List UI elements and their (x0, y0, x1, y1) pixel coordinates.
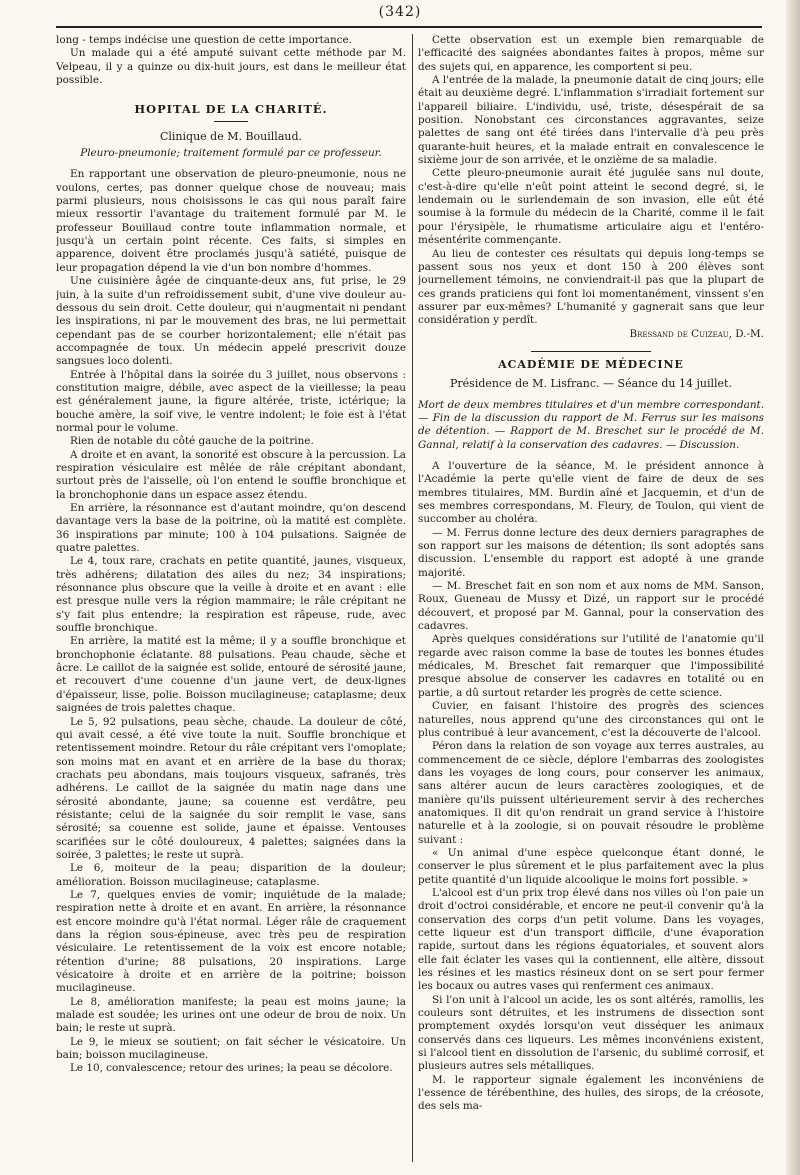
session-summary: Mort de deux membres titulaires et d'un membre correspondant. — Fin de la discussion du rapport de M. Ferrus sur les maisons de détention. — Rapport de M. Breschet sur le procédé de M. Gannal, relatif à la conservation des cadavres. — Discussion. (418, 398, 764, 451)
column-divider (412, 34, 413, 1162)
presidency-line: Présidence de M. Lisfranc. — Séance du 14 juillet. (450, 377, 732, 391)
page-number: (342) (378, 4, 422, 20)
body-paragraph: Péron dans la relation de son voyage aux terres australes, au commencement de ce siècle, déplore l'embarras des zoologistes dans les voyages de long cours, pour conserver les animaux, sans altérer aucun de leurs caractères zoologiques, et de manière qu'ils puissent ultérieurement servir à des recherches anatomiques. Il dit qu'on rendrait un grand service à l'histoire naturelle et à la zoologie, si on pouvait résoudre le problème suivant : (418, 740, 764, 846)
body-paragraph: A l'entrée de la malade, la pneumonie datait de cinq jours; elle était au deuxième degré. L'inflammation s'irradiait fortement sur l'appareil biliaire. L'individu, usé, triste, désespérait de sa position. Nonobstant ces circonstances aggravantes, seize palettes de sang ont été tirées dans l'intervalle d'à peu près quarante-huit heures, et la malade entrait en convalescence le sixième jour de son arrivée, et le onzième de sa maladie. (418, 74, 764, 167)
body-paragraph: En rapportant une observation de pleuro-pneumonie, nous ne voulons, certes, pas donner quelque chose de nouveau; mais parmi plusieurs, nous choisissons le cas qui nous paraît faire mieux ressortir l'avantage du traitement formulé par M. le professeur Bouillaud contre toute inflammation normale, et jusqu'à un certain point récente. Ces faits, si simples en apparence, doivent être proclamés jusqu'à satiété, puisque de leur propagation dépend la vie d'un bon nombre d'hommes. (56, 168, 406, 274)
body-paragraph: Cette pleuro-pneumonie aurait été jugulée sans nul doute, c'est-à-dire qu'elle n'eût point atteint le second degré, si, le lendemain ou le surlendemain de son invasion, elle eût été soumise à la formule du médecin de la Charité, comme il le fait pour l'érysipèle, le rhumatisme articulaire aigu et l'entéro-mésentérite commençante. (418, 167, 764, 247)
intro-paragraph-1: long - temps indécise une question de cette importance. (56, 34, 352, 46)
academy-title: ACADÉMIE DE MÉDECINE (498, 357, 684, 371)
section-title: HOPITAL DE LA CHARITÉ. (134, 102, 328, 117)
body-paragraph: Une cuisinière âgée de cinquante-deux ans, fut prise, le 29 juin, à la suite d'un refroidissement subit, d'une vive douleur au-dessous du sein droit. Cette douleur, qui n'augmentait ni pendant les inspirations, ni par le mouvement des bras, ne lui permettait cependant pas de se courber horizontalement; elle n'était pas accompagnée de toux. Un médecin appelé prescrivit douze sangsues loco dolenti. (56, 275, 406, 368)
body-paragraph: — M. Ferrus donne lecture des deux derniers paragraphes de son rapport sur les maisons de détention; ils sont adoptés sans discussion. L'ensemble du rapport est adopté à une grande majorité. (418, 526, 764, 579)
right-column (418, 34, 764, 1164)
body-paragraph: Au lieu de contester ces résultats qui depuis long-temps se passent sous nos yeux et dont 150 à 200 élèves sont journellement témoins, ne conviendrait-il pas que la plupart de ces grands praticiens qui font loi momentanément, vinssent s'en assurer par eux-mêmes? L'humanité y gagnerait sans que leur considération y perdît. (418, 247, 764, 327)
signature-text: Bressand de Cuizeau, D.-M. (629, 327, 764, 340)
header-rule (56, 26, 762, 28)
left-column (56, 34, 406, 1164)
quoted-problem: « Un animal d'une espèce quelconque étant donné, le conserver le plus sûrement et le plus parfaitement avec la plus petite quantité d'un liquide alcoolique le moins fort possible. » (418, 846, 764, 886)
body-paragraph: Le 4, toux rare, crachats en petite quantité, jaunes, visqueux, très adhérens; dilatation des ailes du nez; 34 inspirations; résonnance plus obscure que la veille à droite et en avant : elle est presque nulle vers la région mammaire; le râle crépitant ne s'y fait plus entendre; la respiration est râpeuse, rude, avec souffle bronchique. (56, 555, 406, 635)
body-paragraph: Entrée à l'hôpital dans la soirée du 3 juillet, nous observons : constitution maigre, débile, avec aspect de la vieillesse; la peau est généralement jaune, la figure altérée, triste, ictérique; la bouche amère, la soif vive, le ventre indolent; le foie est à l'état normal pour le volume. (56, 368, 406, 434)
body-paragraph: En arrière, la matité est la même; il y a souffle bronchique et bronchophonie éclatante. 88 pulsations. Peau chaude, sèche et âcre. Le caillot de la saignée est solide, entouré de sérosité jaune, et recouvert d'une couenne d'un jaune vert, de deux-lignes d'épaisseur, lisse, polie. Boisson mucilagineuse; cataplasme; deux saignées de trois palettes chaque. (56, 635, 406, 715)
binding-edge (786, 0, 800, 1175)
body-paragraph: Après quelques considérations sur l'utilité de l'anatomie qu'il regarde avec raison comme la base de toutes les bonnes études médicales, M. Breschet fait remarquer que l'impossibilité presque absolue de conserver les cadavres en totalité ou en partie, a dû surtout retarder les progrès de cette science. (418, 633, 764, 699)
author-signature (418, 328, 764, 341)
body-paragraph: Cette observation est un exemple bien remarquable de l'efficacité des saignées abondantes faites à propos, même sur des sujets qui, en apparence, les comportent si peu. (418, 34, 764, 73)
body-paragraph: M. le rapporteur signale également les inconvéniens de l'essence de térébenthine, des huiles, des sirops, de la créosote, des sels ma- (418, 1073, 764, 1113)
body-paragraph: Si l'on unit à l'alcool un acide, les os sont altérés, ramollis, les couleurs sont détruites, et les instrumens de dissection sont promptement oxydés lorsqu'on veut disséquer les animaux conservés dans ces liqueurs. Les mêmes inconvéniens existent, si l'alcool tient en dissolution de l'arsenic, du sublimé corrosif, et plusieurs autres sels métalliques. (418, 993, 764, 1073)
body-paragraph: Le 8, amélioration manifeste; la peau est moins jaune; la malade est soudée; les urines ont une odeur de brou de noix. Un bain; le reste ut suprà. (56, 995, 406, 1035)
body-paragraph: A droite et en avant, la sonorité est obscure à la percussion. La respiration vésiculaire est mêlée de râle crépitant abondant, surtout près de l'aisselle, où l'on entend le souffle bronchique et la bronchophonie dans un espace assez étendu. (56, 448, 406, 501)
body-paragraph: Cuvier, en faisant l'histoire des progrès des sciences naturelles, nous apprend qu'une des circonstances qui ont le plus contribué à leur avancement, c'est la découverte de l'alcool. (418, 700, 764, 739)
body-paragraph: Rien de notable du côté gauche de la poitrine. (70, 435, 314, 448)
body-paragraph: Le 10, convalescence; retour des urines; la peau se décolore. (70, 1062, 393, 1075)
body-paragraph: Le 7, quelques envies de vomir; inquiétude de la malade; respiration nette à droite et en avant. En arrière, la résonnance est encore moindre qu'à l'état normal. Léger râle de craquement dans la région sous-épineuse, avec très peu de respiration vésiculaire. Le retentissement de la voix est encore notable; rétention d'urine; 88 pulsations, 20 inspirations. Large vésicatoire à droite et en arrière de la poitrine; boisson mucilagineuse. (56, 888, 406, 995)
clinic-title: Clinique de M. Bouillaud. (159, 129, 303, 143)
body-paragraph: Le 6, moiteur de la peau; disparition de la douleur; amélioration. Boisson mucilagineuse; cataplasme. (56, 862, 406, 888)
body-paragraph: L'alcool est d'un prix trop élevé dans nos villes où l'on paie un droit d'octroi considérable, et encore ne peut-il convenir qu'à la conservation des corps d'un petit volume. Dans les voyages, cette liqueur est d'un transport difficile, d'une évaporation rapide, surtout dans les régions équatoriales, et souvent alors elle fait éclater les vases qui la contiennent, elle altère, dissout les résines et les mastics résineux dont on se sert pour fermer les bocaux ou autres vases qui renferment ces animaux. (418, 886, 764, 993)
academy-rule (531, 351, 651, 352)
body-paragraph: Le 9, le mieux se soutient; on fait sécher le vésicatoire. Un bain; boisson mucilagineuse. (56, 1035, 406, 1062)
clinic-subtitle: Pleuro-pneumonie; traitement formulé par ce professeur. (80, 147, 382, 160)
body-paragraph: — M. Breschet fait en son nom et aux noms de MM. Sanson, Roux, Gueneau de Mussy et Dizé, un rapport sur le procédé découvert, et proposé par M. Gannal, pour la conservation des cadavres. (418, 580, 764, 633)
body-paragraph: A l'ouverture de la séance, M. le président annonce à l'Académie la perte qu'elle vient de faire de deux de ses membres titulaires, MM. Burdin aîné et Jacquemin, et d'un de ses membres correspondans, M. Fleury, de Toulon, qui vient de succomber au choléra. (418, 459, 764, 526)
section-rule (214, 121, 248, 122)
intro-paragraph-2: Un malade qui a été amputé suivant cette méthode par M. Velpeau, il y a quinze ou dix-huit jours, est dans le meilleur état possible. (56, 47, 406, 87)
body-paragraph: Le 5, 92 pulsations, peau sèche, chaude. La douleur de côté, qui avait cessé, a été vive toute la nuit. Souffle bronchique et retentissement moindre. Retour du râle crépitant vers l'omoplate; son moins mat en avant et en arrière de la base du thorax; crachats peu abondans, mais toujours visqueux, safranés, très adhérens. Le caillot de la saignée du matin nage dans une sérosité abondante, jaune; sa couenne est verdâtre, peu résistante; celui de la saignée du soir remplit le vase, sans sérosité; sa couenne est solide, jaune et épaisse. Ventouses scarifiées sur le côté douloureux, 4 palettes; saignées dans la soirée, 3 palettes; le reste ut suprà. (56, 715, 406, 861)
body-paragraph: En arrière, la résonnance est d'autant moindre, qu'on descend davantage vers la base de la poitrine, où la matité est complète. 36 inspirations par minute; 100 à 104 pulsations. Saignée de quatre palettes. (56, 502, 406, 555)
